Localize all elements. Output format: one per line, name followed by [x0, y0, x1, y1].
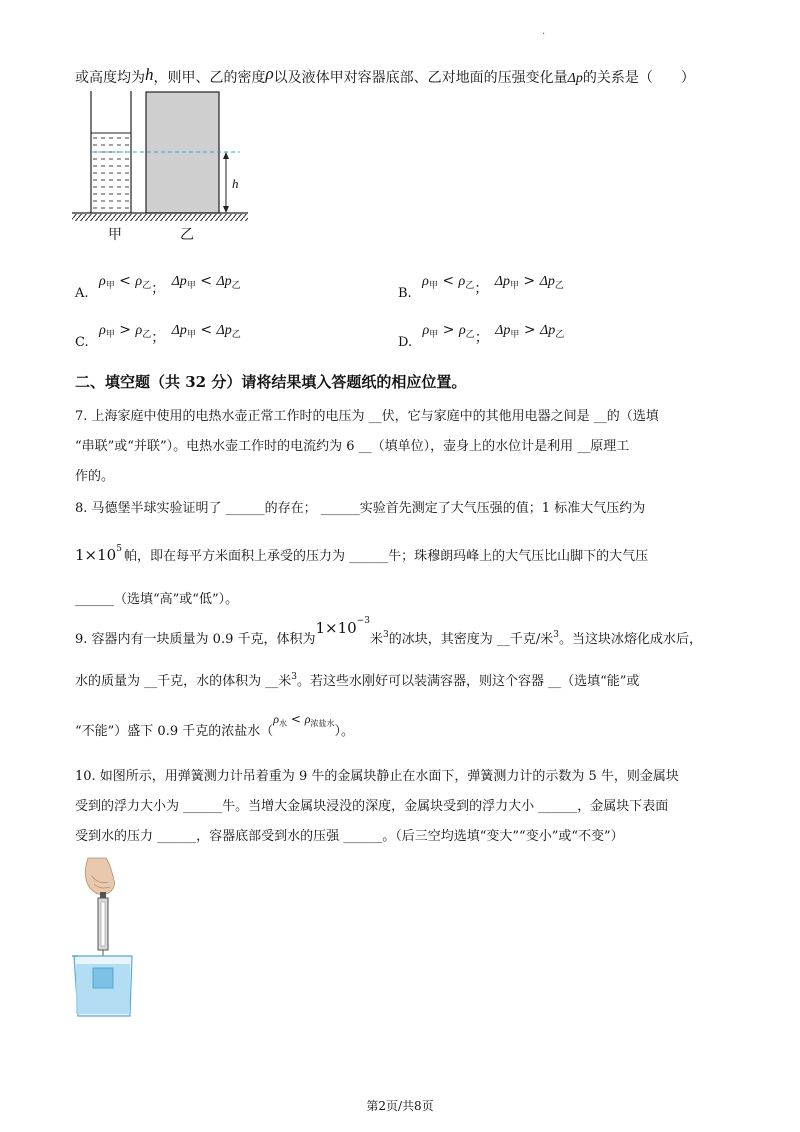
option-b-op1: <: [437, 273, 459, 289]
q10-line2: 受到的浮力大小为 ______牛。当增大金属块浸没的深度，金属块受到的浮力大小 ______，金属块下表面: [75, 799, 669, 814]
beaker: [72, 956, 132, 1016]
option-b: [398, 270, 564, 301]
q10-line1: 10. 如图所示，用弹簧测力计吊着重为 9 牛的金属块静止在水面下，弹簧测力计的示数为 5 牛，则金属块: [75, 769, 679, 784]
option-c-rho2: ρ: [135, 323, 143, 338]
q9-line2a-exp: 3: [291, 672, 297, 682]
var-h: h: [145, 65, 154, 84]
q10-line3: 受到水的压力 ______，容器底部受到水的压强 ______。（后三空均选填“变大”“变小”或“不变”）: [75, 829, 624, 844]
option-c-dp2: Δp: [216, 323, 232, 338]
option-a-op2: <: [195, 273, 217, 289]
q8-line2: [75, 544, 648, 564]
option-b-rho2: ρ: [458, 274, 466, 289]
option-b-sub4: 乙: [554, 281, 564, 291]
option-c-sep: ；: [151, 330, 166, 346]
question-intro: [75, 64, 695, 87]
q9-line2a: 水的质量为 __千克，水的体积为 __米: [75, 674, 292, 689]
option-b-dp1: Δp: [494, 274, 510, 289]
option-d-sub4: 乙: [555, 330, 565, 340]
figure-spring-scale: [66, 856, 146, 1022]
option-a-sub2: 乙: [142, 281, 152, 291]
q9-line1: [75, 616, 702, 647]
metal-block: [93, 968, 113, 988]
intro-text-2: ，则甲、乙的密度: [153, 70, 266, 86]
hand-illustration: [85, 858, 114, 895]
q7-line2: “串联”或“并联”）。电热水壶工作时的电流约为 6 __（填单位），壶身上的水位计是利用 __原理工: [75, 439, 630, 454]
q8-line3: ______（选填“高”或“低”）。: [75, 592, 239, 607]
option-c-op1: >: [114, 322, 136, 338]
option-b-sub3: 甲: [509, 281, 519, 291]
q9-line2b: 。若这些水刚好可以装满容器，则这个容器 __（选填“能”或: [297, 674, 640, 689]
option-a-sub4: 乙: [231, 281, 241, 291]
q9-rho2: ρ: [304, 712, 311, 726]
option-b-op2: >: [518, 273, 540, 289]
q7-line1: 7. 上海家庭中使用的电热水壶正常工作时的电压为 __伏，它与家庭中的其他用电器之间是 __的（选填: [75, 409, 659, 424]
q9-line1d: 。当这块冰熔化成水后，: [558, 632, 702, 647]
option-d-rho1: ρ: [422, 323, 430, 338]
section-heading: 二、填空题（共 32 分）请将结果填入答题纸的相应位置。: [75, 373, 467, 391]
q8-line1: 8. 马德堡半球实验证明了 ______的存在； ______实验首先测定了大气压强的值；1 标准大气压约为: [75, 501, 646, 516]
q9-line1c-exp: 3: [553, 630, 559, 640]
page-dot: .: [542, 26, 546, 37]
q9-rho1: ρ: [273, 712, 279, 726]
liquid-jia: [92, 133, 130, 213]
option-a-sub3: 甲: [186, 281, 196, 291]
option-c-op2: <: [195, 322, 217, 338]
q9-sub-brine: 浓盐水: [310, 719, 335, 728]
intro-text-3: 以及液体甲对容器底部、乙对地面的压强变化量: [273, 70, 568, 86]
option-d-dp2: Δp: [540, 323, 556, 338]
figure-h-label: h: [232, 176, 239, 191]
q9-line3b: ）。: [334, 724, 354, 739]
option-b-dp2: Δp: [539, 274, 555, 289]
q9-vol-base: 1×10: [315, 619, 357, 637]
figure-label-yi: 乙: [180, 227, 194, 243]
q9-vol-exp: −3: [356, 616, 370, 626]
q9-line1b-exp: 3: [382, 630, 389, 640]
q9-line1c: 的冰块，其密度为 __千克/米: [388, 632, 554, 647]
option-c-sub4: 乙: [231, 330, 241, 340]
option-d-letter: D.: [398, 335, 413, 350]
option-c-rho1: ρ: [99, 323, 106, 338]
q8-sci-base: 1×10: [75, 546, 117, 564]
option-a-dp1: Δp: [171, 274, 187, 289]
var-delta-p: Δp: [567, 71, 583, 86]
q9-line1b: 米: [369, 632, 383, 647]
q7-line3: 作的。: [75, 469, 115, 484]
option-d-dp1: Δp: [495, 323, 511, 338]
q9-sub-water: 水: [279, 719, 287, 728]
figure-containers: [68, 86, 258, 246]
intro-text-4: 的关系是（ ）: [582, 70, 695, 86]
option-d: [398, 319, 565, 350]
q9-line1a: 9. 容器内有一块质量为 0.9 千克，体积为: [75, 632, 316, 647]
option-b-sub1: 甲: [428, 281, 438, 291]
option-c-letter: C.: [75, 335, 89, 350]
option-d-rho2: ρ: [458, 323, 466, 338]
q9-op: <: [287, 712, 305, 726]
q9-line3: [75, 712, 354, 741]
figure-label-jia: 甲: [108, 227, 122, 243]
q9-line2: [75, 670, 639, 689]
option-d-sub1: 甲: [429, 330, 439, 340]
option-b-letter: B.: [398, 286, 412, 301]
option-b-sep: ；: [474, 281, 489, 297]
option-d-op2: >: [519, 322, 541, 338]
height-arrow: [223, 152, 229, 213]
option-a-rho1: ρ: [98, 274, 106, 289]
option-d-sub2: 乙: [465, 330, 475, 340]
intro-text-1: 或高度均为: [75, 70, 145, 86]
option-b-sub2: 乙: [465, 281, 475, 291]
option-a-rho2: ρ: [135, 274, 143, 289]
option-d-sep: ；: [474, 330, 489, 346]
ground-hatch: [72, 214, 248, 221]
option-a-sep: ；: [151, 281, 166, 297]
option-a-sub1: 甲: [105, 281, 115, 291]
option-d-op1: >: [438, 322, 459, 338]
option-a-dp2: Δp: [216, 274, 232, 289]
container-jia: [91, 91, 131, 213]
option-a: [75, 270, 241, 301]
option-c-sub2: 乙: [142, 330, 152, 340]
option-b-rho1: ρ: [422, 274, 429, 289]
option-c-sub3: 甲: [186, 330, 196, 340]
option-c: [75, 319, 241, 350]
var-rho: ρ: [265, 64, 274, 83]
q9-line3a: “不能”）盛下 0.9 千克的浓盐水（: [75, 724, 274, 739]
option-a-op1: <: [114, 273, 136, 289]
option-a-letter: A.: [75, 286, 89, 301]
page-footer: 第2页/共8页: [366, 1099, 434, 1113]
q8-line2-text: 帕，即在每平方米面积上承受的压力为 ______牛；珠穆朗玛峰上的大气压比山脚下的大气压: [123, 549, 649, 564]
q8-sci-exp: 5: [116, 544, 122, 554]
option-d-sub3: 甲: [510, 330, 520, 340]
option-c-dp1: Δp: [171, 323, 187, 338]
option-c-sub1: 甲: [105, 330, 115, 340]
